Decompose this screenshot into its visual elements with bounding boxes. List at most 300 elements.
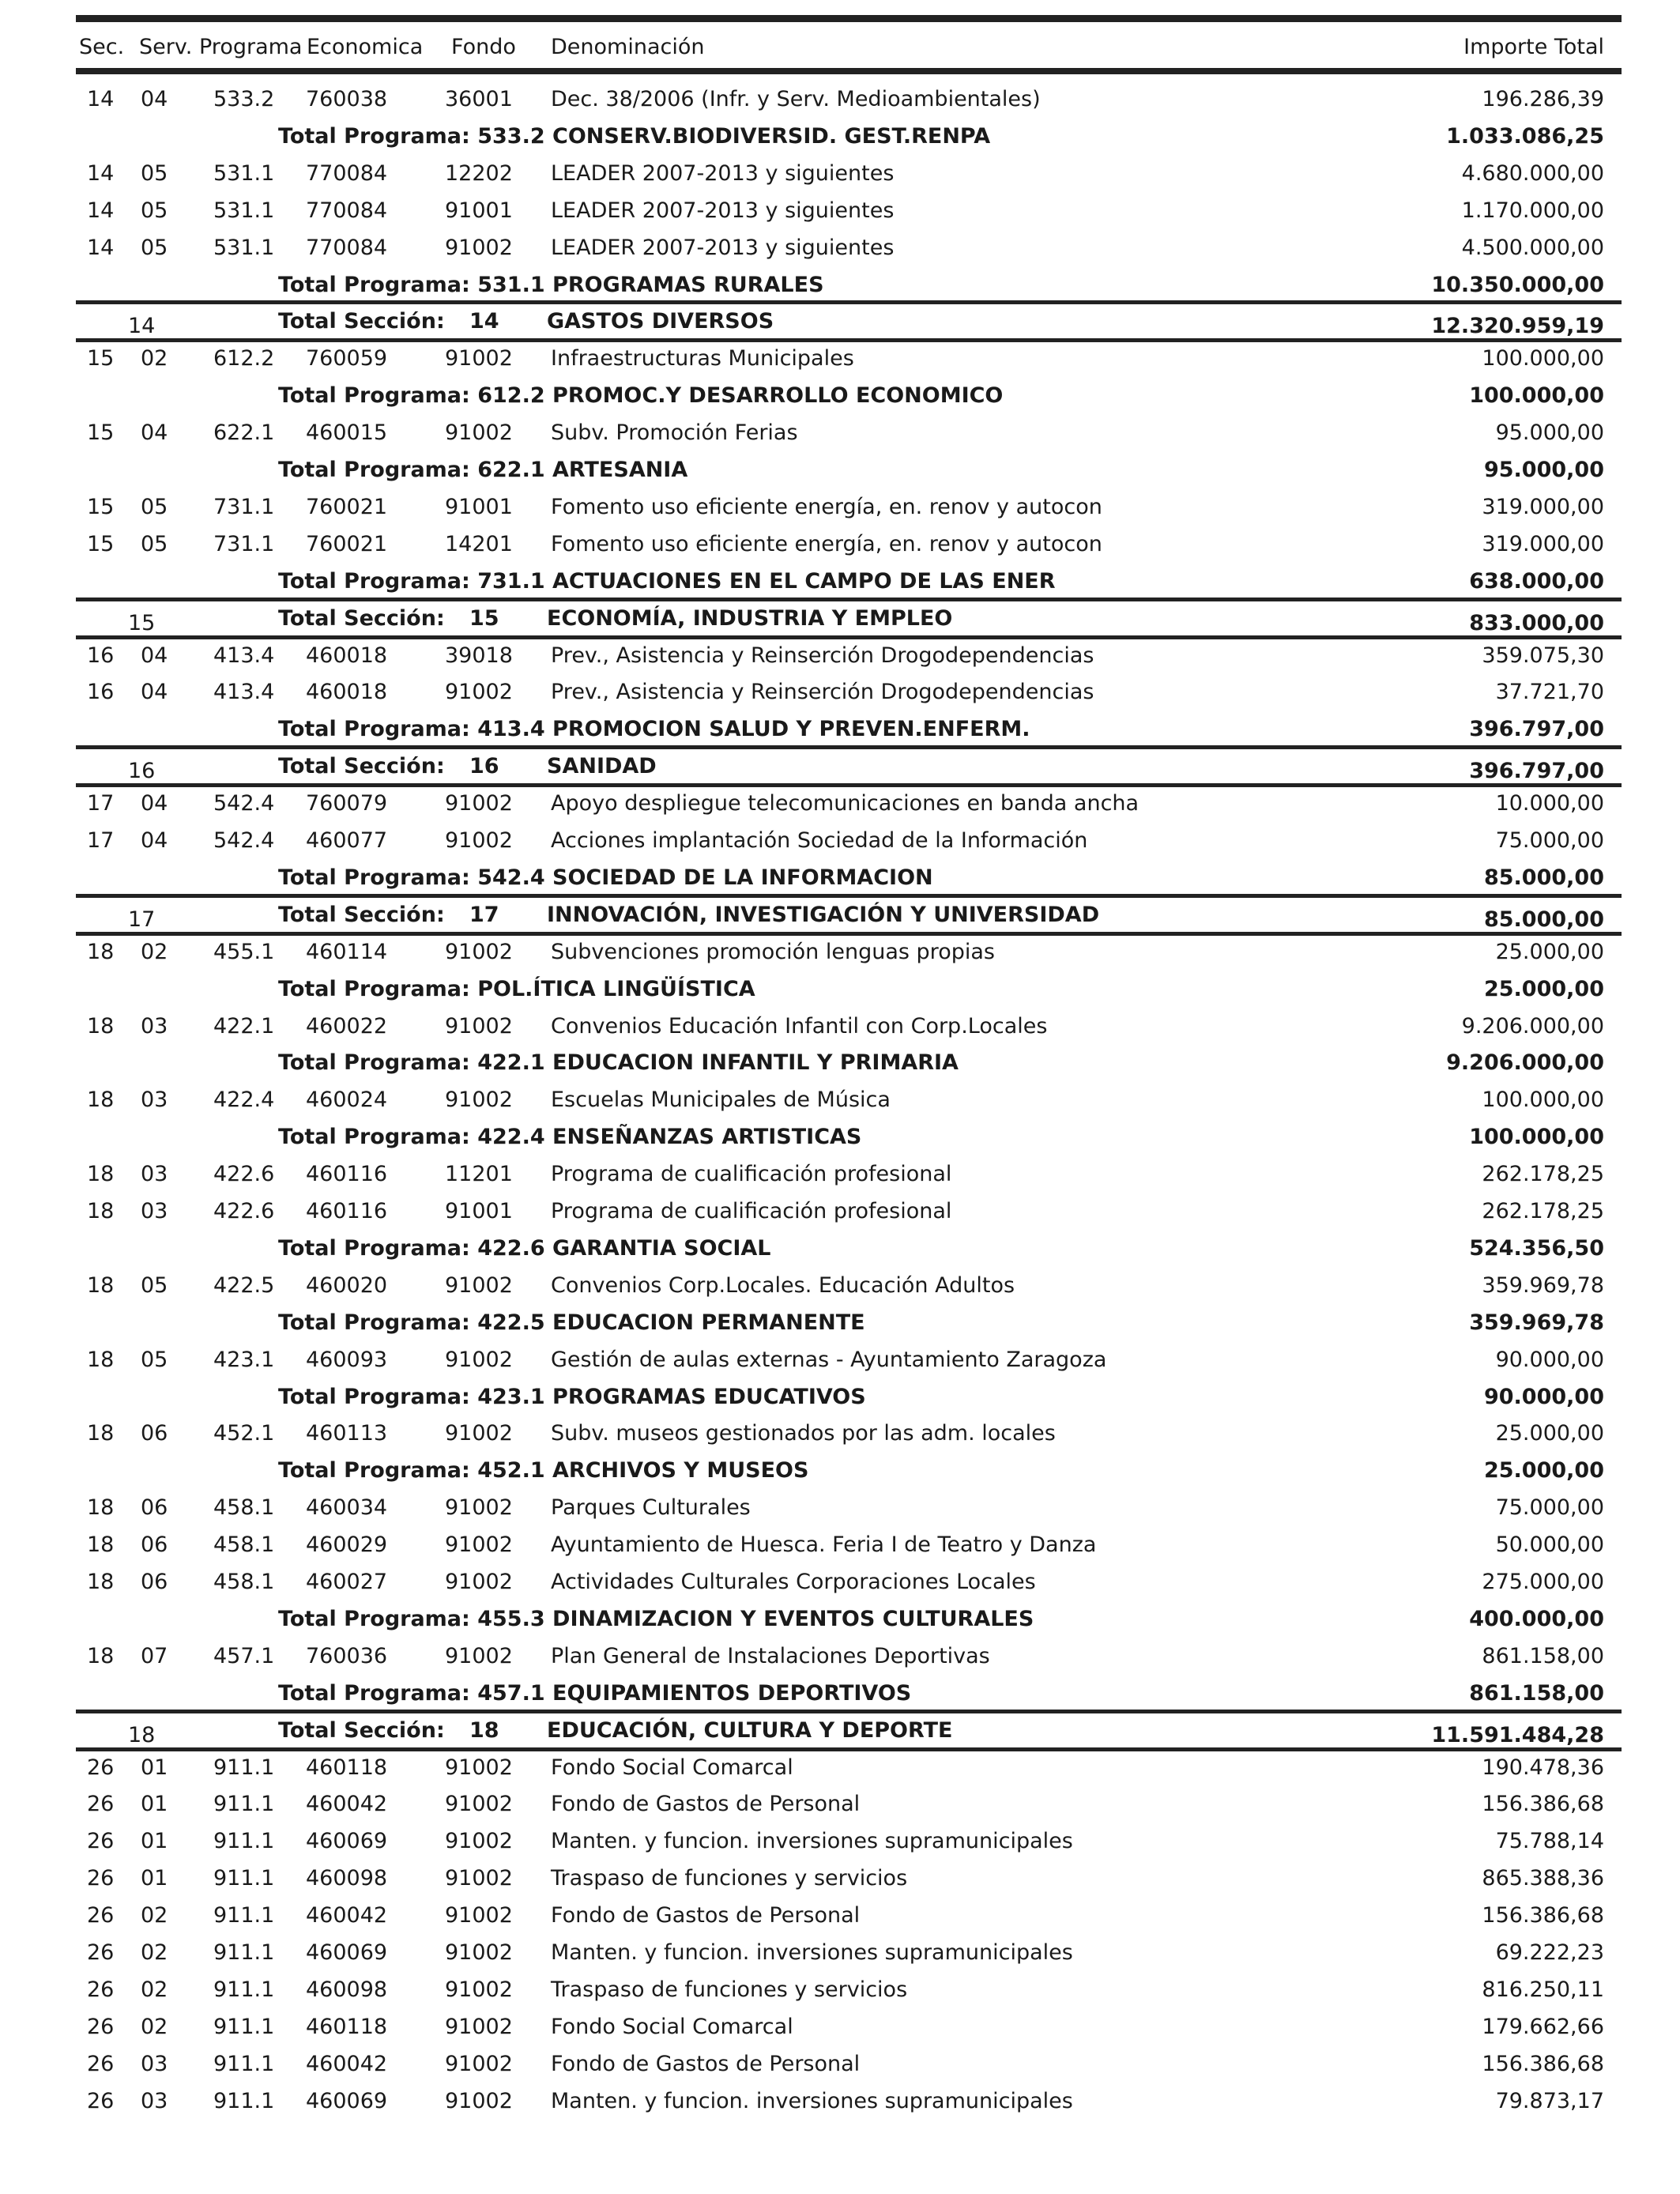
cell-importe: 25.000,00 xyxy=(1495,939,1604,964)
program-total-amount: 861.158,00 xyxy=(1469,1680,1604,1706)
cell-importe: 865.388,36 xyxy=(1482,1866,1604,1891)
program-total-label: Total Programa: 612.2 PROMOC.Y DESARROLLO ECONOMICO xyxy=(278,383,1004,409)
cell-economica: 460042 xyxy=(306,1903,388,1928)
cell-economica: 460116 xyxy=(306,1199,388,1223)
cell-serv: 04 xyxy=(141,643,168,668)
program-total-amount: 638.000,00 xyxy=(1469,568,1604,594)
program-total-amount: 359.969,78 xyxy=(1469,1310,1604,1335)
program-total-row xyxy=(0,971,1680,1008)
cell-denominacion: Fondo Social Comarcal xyxy=(551,2014,793,2039)
cell-programa: 542.4 xyxy=(213,828,275,853)
cell-sec: 18 xyxy=(87,1013,115,1039)
cell-importe: 179.662,66 xyxy=(1482,2014,1604,2039)
cell-importe: 100.000,00 xyxy=(1482,346,1604,371)
cell-sec: 18 xyxy=(87,1421,115,1446)
top-rule xyxy=(76,15,1622,22)
cell-sec: 16 xyxy=(87,643,115,668)
cell-serv: 07 xyxy=(141,1643,168,1668)
cell-denominacion: Fondo de Gastos de Personal xyxy=(551,2051,861,2076)
cell-programa: 458.1 xyxy=(213,1570,275,1594)
header-programa: Programa xyxy=(199,35,303,59)
cell-sec: 26 xyxy=(87,1977,115,2002)
cell-programa: 731.1 xyxy=(213,531,275,556)
cell-fondo: 91002 xyxy=(445,828,513,853)
cell-serv: 03 xyxy=(141,1199,168,1223)
cell-programa: 911.1 xyxy=(213,1755,275,1780)
cell-sec: 18 xyxy=(87,1347,115,1372)
table-row xyxy=(0,1489,1680,1526)
cell-sec: 26 xyxy=(87,2051,115,2076)
cell-serv: 03 xyxy=(141,1013,168,1039)
cell-denominacion: Convenios Educación Infantil con Corp.Locales xyxy=(551,1013,1048,1039)
cell-fondo: 91002 xyxy=(445,1755,513,1780)
cell-sec: 14 xyxy=(87,198,115,223)
table-row xyxy=(0,1008,1680,1045)
cell-economica: 460027 xyxy=(306,1570,388,1594)
cell-serv: 06 xyxy=(141,1532,168,1558)
program-total-label: Total Programa: 423.1 PROGRAMAS EDUCATIVOS xyxy=(278,1384,866,1409)
cell-sec: 14 xyxy=(87,235,115,260)
cell-programa: 423.1 xyxy=(213,1347,275,1372)
program-total-amount: 1.033.086,25 xyxy=(1446,123,1604,149)
cell-sec: 18 xyxy=(87,1495,115,1521)
cell-denominacion: LEADER 2007-2013 y siguientes xyxy=(551,235,895,260)
cell-serv: 05 xyxy=(141,1347,168,1372)
cell-denominacion: Acciones implantación Sociedad de la Información xyxy=(551,828,1088,853)
cell-fondo: 14201 xyxy=(445,531,513,556)
cell-denominacion: Subvenciones promoción lenguas propias xyxy=(551,939,995,964)
cell-fondo: 91002 xyxy=(445,1421,513,1446)
cell-denominacion: Fomento uso eficiente energía, en. renov y autocon xyxy=(551,531,1102,556)
cell-importe: 196.286,39 xyxy=(1482,87,1604,111)
cell-importe: 262.178,25 xyxy=(1482,1162,1604,1187)
cell-fondo: 91002 xyxy=(445,1495,513,1521)
program-total-label: Total Programa: 531.1 PROGRAMAS RURALES xyxy=(278,272,824,297)
section-total-label: Total Sección: xyxy=(278,1717,445,1743)
section-total-label: Total Sección: xyxy=(278,902,445,927)
cell-sec: 18 xyxy=(87,1643,115,1668)
cell-fondo: 91002 xyxy=(445,1347,513,1372)
cell-importe: 190.478,36 xyxy=(1482,1755,1604,1780)
cell-programa: 531.1 xyxy=(213,198,275,223)
table-row xyxy=(0,785,1680,822)
cell-importe: 359.075,30 xyxy=(1482,643,1604,668)
cell-economica: 770084 xyxy=(306,235,388,260)
program-total-label: Total Programa: 542.4 SOCIEDAD DE LA INFORMACION xyxy=(278,865,933,890)
header-fondo: Fondo xyxy=(451,35,516,59)
section-number: 17 xyxy=(128,907,156,932)
cell-economica: 460018 xyxy=(306,643,388,668)
cell-programa: 458.1 xyxy=(213,1532,275,1558)
cell-serv: 02 xyxy=(141,1903,168,1928)
cell-denominacion: Programa de cualificación profesional xyxy=(551,1162,952,1187)
cell-denominacion: Fondo Social Comarcal xyxy=(551,1755,793,1780)
table-row xyxy=(0,414,1680,451)
program-total-row xyxy=(0,1044,1680,1081)
cell-sec: 26 xyxy=(87,1829,115,1854)
cell-sec: 26 xyxy=(87,1755,115,1780)
cell-serv: 02 xyxy=(141,1940,168,1965)
section-name: GASTOS DIVERSOS xyxy=(547,309,774,334)
cell-importe: 156.386,68 xyxy=(1482,1903,1604,1928)
cell-denominacion: Ayuntamiento de Huesca. Feria I de Teatro y Danza xyxy=(551,1532,1097,1558)
cell-serv: 02 xyxy=(141,346,168,371)
table-row xyxy=(0,2083,1680,2120)
cell-programa: 452.1 xyxy=(213,1421,275,1446)
cell-serv: 02 xyxy=(141,1977,168,2002)
cell-economica: 760021 xyxy=(306,494,388,519)
cell-importe: 156.386,68 xyxy=(1482,1792,1604,1817)
cell-denominacion: Gestión de aulas externas - Ayuntamiento Zaragoza xyxy=(551,1347,1107,1372)
table-row xyxy=(0,526,1680,563)
cell-sec: 18 xyxy=(87,1199,115,1223)
cell-importe: 4.500.000,00 xyxy=(1461,235,1604,260)
cell-sec: 26 xyxy=(87,2014,115,2039)
program-total-amount: 400.000,00 xyxy=(1469,1606,1604,1631)
section-total-amount: 396.797,00 xyxy=(1469,759,1604,784)
cell-importe: 95.000,00 xyxy=(1495,420,1604,446)
cell-sec: 14 xyxy=(87,87,115,111)
section-total-label: Total Sección: xyxy=(278,754,445,779)
header-importe: Importe Total xyxy=(1463,35,1604,59)
cell-programa: 422.5 xyxy=(213,1272,275,1298)
cell-denominacion: Subv. Promoción Ferias xyxy=(551,420,798,446)
program-total-label: Total Programa: 455.3 DINAMIZACION Y EVENTOS CULTURALES xyxy=(278,1606,1034,1631)
section-name: SANIDAD xyxy=(547,754,657,779)
cell-economica: 460018 xyxy=(306,680,388,705)
cell-programa: 911.1 xyxy=(213,1866,275,1891)
cell-sec: 18 xyxy=(87,1162,115,1187)
cell-denominacion: Dec. 38/2006 (Infr. y Serv. Medioambientales) xyxy=(551,87,1041,111)
table-row xyxy=(0,1341,1680,1378)
section-name: EDUCACIÓN, CULTURA Y DEPORTE xyxy=(547,1717,953,1743)
section-total-label: Total Sección: xyxy=(278,309,445,334)
cell-denominacion: Infraestructuras Municipales xyxy=(551,346,854,371)
cell-fondo: 91002 xyxy=(445,1866,513,1891)
program-total-amount: 9.206.000,00 xyxy=(1446,1050,1604,1076)
cell-programa: 911.1 xyxy=(213,1977,275,2002)
table-row xyxy=(0,1193,1680,1230)
cell-sec: 15 xyxy=(87,420,115,446)
program-total-label: Total Programa: POL.ÍTICA LINGÜÍSTICA xyxy=(278,976,755,1001)
cell-sec: 17 xyxy=(87,791,115,816)
cell-serv: 04 xyxy=(141,87,168,111)
table-row xyxy=(0,1860,1680,1897)
cell-programa: 542.4 xyxy=(213,791,275,816)
cell-sec: 18 xyxy=(87,1088,115,1113)
cell-denominacion: Subv. museos gestionados por las adm. locales xyxy=(551,1421,1056,1446)
section-total-row xyxy=(0,303,1680,340)
cell-economica: 460118 xyxy=(306,1755,388,1780)
section-rule-top xyxy=(76,745,1622,749)
cell-denominacion: Prev., Asistencia y Reinserción Drogodependencias xyxy=(551,680,1094,705)
program-total-row xyxy=(0,266,1680,303)
cell-denominacion: Traspaso de funciones y servicios xyxy=(551,1866,908,1891)
cell-denominacion: Plan General de Instalaciones Deportivas xyxy=(551,1643,990,1668)
cell-denominacion: Manten. y funcion. inversiones supramunicipales xyxy=(551,2088,1073,2113)
cell-fondo: 91002 xyxy=(445,1903,513,1928)
cell-fondo: 91002 xyxy=(445,1088,513,1113)
cell-denominacion: Fomento uso eficiente energía, en. renov y autocon xyxy=(551,494,1102,519)
cell-economica: 760059 xyxy=(306,346,388,371)
cell-importe: 75.000,00 xyxy=(1495,828,1604,853)
program-total-label: Total Programa: 422.4 ENSEÑANZAS ARTISTICAS xyxy=(278,1125,862,1150)
table-row xyxy=(0,1415,1680,1452)
section-number: 16 xyxy=(128,759,156,784)
cell-economica: 460042 xyxy=(306,1792,388,1817)
section-name: ECONOMÍA, INDUSTRIA Y EMPLEO xyxy=(547,605,953,631)
cell-programa: 911.1 xyxy=(213,1829,275,1854)
cell-serv: 02 xyxy=(141,2014,168,2039)
section-total-amount: 11.591.484,28 xyxy=(1431,1722,1604,1747)
cell-programa: 911.1 xyxy=(213,1903,275,1928)
section-total-row xyxy=(0,600,1680,637)
cell-denominacion: Manten. y funcion. inversiones supramunicipales xyxy=(551,1940,1073,1965)
cell-importe: 100.000,00 xyxy=(1482,1088,1604,1113)
cell-importe: 90.000,00 xyxy=(1495,1347,1604,1372)
section-name: INNOVACIÓN, INVESTIGACIÓN Y UNIVERSIDAD xyxy=(547,902,1100,927)
program-total-amount: 524.356,50 xyxy=(1469,1235,1604,1261)
cell-importe: 75.788,14 xyxy=(1495,1829,1604,1854)
program-total-row xyxy=(0,1378,1680,1416)
cell-importe: 4.680.000,00 xyxy=(1461,160,1604,186)
cell-sec: 16 xyxy=(87,680,115,705)
table-row xyxy=(0,822,1680,859)
cell-denominacion: Manten. y funcion. inversiones supramunicipales xyxy=(551,1829,1073,1854)
program-total-row xyxy=(0,1600,1680,1638)
cell-importe: 319.000,00 xyxy=(1482,531,1604,556)
cell-fondo: 91001 xyxy=(445,198,513,223)
cell-economica: 460077 xyxy=(306,828,388,853)
cell-fondo: 36001 xyxy=(445,87,513,111)
cell-economica: 460069 xyxy=(306,2088,388,2113)
program-total-label: Total Programa: 422.5 EDUCACION PERMANENTE xyxy=(278,1310,865,1335)
program-total-amount: 90.000,00 xyxy=(1483,1384,1604,1409)
cell-serv: 04 xyxy=(141,420,168,446)
cell-sec: 18 xyxy=(87,1532,115,1558)
cell-programa: 422.1 xyxy=(213,1013,275,1039)
cell-economica: 760038 xyxy=(306,87,388,111)
cell-serv: 02 xyxy=(141,939,168,964)
cell-sec: 17 xyxy=(87,828,115,853)
section-total-row xyxy=(0,748,1680,785)
cell-programa: 911.1 xyxy=(213,2051,275,2076)
cell-importe: 816.250,11 xyxy=(1482,1977,1604,2002)
cell-serv: 03 xyxy=(141,1162,168,1187)
cell-denominacion: Parques Culturales xyxy=(551,1495,751,1521)
cell-fondo: 91002 xyxy=(445,791,513,816)
table-row xyxy=(0,637,1680,674)
cell-economica: 460015 xyxy=(306,420,388,446)
cell-importe: 10.000,00 xyxy=(1495,791,1604,816)
cell-economica: 460116 xyxy=(306,1162,388,1187)
section-number: 15 xyxy=(128,610,156,635)
cell-fondo: 91002 xyxy=(445,1013,513,1039)
cell-fondo: 91002 xyxy=(445,1570,513,1594)
section-rule-top xyxy=(76,1710,1622,1713)
cell-fondo: 91002 xyxy=(445,939,513,964)
table-row xyxy=(0,229,1680,266)
cell-serv: 01 xyxy=(141,1792,168,1817)
program-total-row xyxy=(0,118,1680,155)
cell-fondo: 91002 xyxy=(445,1272,513,1298)
table-row xyxy=(0,1785,1680,1823)
cell-fondo: 39018 xyxy=(445,643,513,668)
cell-serv: 03 xyxy=(141,1088,168,1113)
cell-programa: 455.1 xyxy=(213,939,275,964)
cell-serv: 05 xyxy=(141,1272,168,1298)
cell-serv: 05 xyxy=(141,160,168,186)
cell-importe: 50.000,00 xyxy=(1495,1532,1604,1558)
cell-denominacion: LEADER 2007-2013 y siguientes xyxy=(551,160,895,186)
cell-economica: 460069 xyxy=(306,1940,388,1965)
cell-economica: 460118 xyxy=(306,2014,388,2039)
cell-denominacion: Actividades Culturales Corporaciones Locales xyxy=(551,1570,1036,1594)
program-total-row xyxy=(0,1230,1680,1267)
program-total-label: Total Programa: 533.2 CONSERV.BIODIVERSID. GEST.RENPA xyxy=(278,123,991,149)
cell-programa: 533.2 xyxy=(213,87,275,111)
cell-programa: 911.1 xyxy=(213,2014,275,2039)
table-row xyxy=(0,340,1680,377)
cell-fondo: 91001 xyxy=(445,494,513,519)
cell-programa: 622.1 xyxy=(213,420,275,446)
program-total-row xyxy=(0,1675,1680,1712)
section-rule-top xyxy=(76,300,1622,304)
program-total-label: Total Programa: 452.1 ARCHIVOS Y MUSEOS xyxy=(278,1458,809,1483)
cell-sec: 18 xyxy=(87,1570,115,1594)
table-row xyxy=(0,2045,1680,2083)
table-row xyxy=(0,1526,1680,1563)
program-total-row xyxy=(0,1118,1680,1155)
section-code: 14 xyxy=(469,309,499,334)
cell-fondo: 91002 xyxy=(445,2051,513,2076)
program-total-amount: 25.000,00 xyxy=(1483,976,1604,1001)
cell-programa: 731.1 xyxy=(213,494,275,519)
cell-economica: 460098 xyxy=(306,1866,388,1891)
program-total-amount: 396.797,00 xyxy=(1469,717,1604,742)
cell-sec: 15 xyxy=(87,494,115,519)
cell-economica: 460034 xyxy=(306,1495,388,1521)
cell-programa: 413.4 xyxy=(213,680,275,705)
cell-programa: 422.6 xyxy=(213,1162,275,1187)
cell-serv: 06 xyxy=(141,1421,168,1446)
program-total-label: Total Programa: 422.1 EDUCACION INFANTIL Y PRIMARIA xyxy=(278,1050,959,1076)
section-total-row xyxy=(0,1712,1680,1749)
cell-serv: 04 xyxy=(141,680,168,705)
header-economica: Economica xyxy=(307,35,424,59)
cell-serv: 01 xyxy=(141,1829,168,1854)
cell-fondo: 91002 xyxy=(445,1792,513,1817)
cell-serv: 05 xyxy=(141,198,168,223)
cell-serv: 05 xyxy=(141,235,168,260)
cell-programa: 612.2 xyxy=(213,346,275,371)
cell-sec: 26 xyxy=(87,1792,115,1817)
cell-serv: 04 xyxy=(141,791,168,816)
cell-economica: 460113 xyxy=(306,1421,388,1446)
cell-sec: 18 xyxy=(87,939,115,964)
cell-economica: 460042 xyxy=(306,2051,388,2076)
cell-importe: 1.170.000,00 xyxy=(1461,198,1604,223)
cell-importe: 319.000,00 xyxy=(1482,494,1604,519)
cell-importe: 275.000,00 xyxy=(1482,1570,1604,1594)
cell-programa: 422.6 xyxy=(213,1199,275,1223)
cell-economica: 760036 xyxy=(306,1643,388,1668)
cell-serv: 05 xyxy=(141,531,168,556)
header-sec: Sec. xyxy=(79,35,125,59)
cell-serv: 01 xyxy=(141,1755,168,1780)
cell-economica: 460024 xyxy=(306,1088,388,1113)
program-total-label: Total Programa: 622.1 ARTESANIA xyxy=(278,458,688,482)
cell-economica: 460093 xyxy=(306,1347,388,1372)
cell-sec: 26 xyxy=(87,1866,115,1891)
table-row xyxy=(0,192,1680,229)
program-total-amount: 95.000,00 xyxy=(1483,458,1604,482)
table-row xyxy=(0,1823,1680,1860)
table-row xyxy=(0,488,1680,526)
cell-economica: 460029 xyxy=(306,1532,388,1558)
program-total-amount: 10.350.000,00 xyxy=(1431,272,1604,297)
cell-importe: 69.222,23 xyxy=(1495,1940,1604,1965)
cell-fondo: 91002 xyxy=(445,420,513,446)
section-code: 15 xyxy=(469,605,499,631)
cell-importe: 75.000,00 xyxy=(1495,1495,1604,1521)
cell-fondo: 91002 xyxy=(445,2014,513,2039)
table-row xyxy=(0,933,1680,971)
cell-serv: 03 xyxy=(141,2088,168,2113)
section-rule-top xyxy=(76,598,1622,601)
cell-serv: 01 xyxy=(141,1866,168,1891)
cell-programa: 422.4 xyxy=(213,1088,275,1113)
section-total-amount: 12.320.959,19 xyxy=(1431,314,1604,339)
program-total-label: Total Programa: 457.1 EQUIPAMIENTOS DEPORTIVOS xyxy=(278,1680,912,1706)
table-row xyxy=(0,1897,1680,1934)
program-total-amount: 25.000,00 xyxy=(1483,1458,1604,1483)
program-total-row xyxy=(0,563,1680,600)
program-total-row xyxy=(0,451,1680,488)
cell-importe: 861.158,00 xyxy=(1482,1643,1604,1668)
table-row xyxy=(0,1638,1680,1675)
program-total-label: Total Programa: 422.6 GARANTIA SOCIAL xyxy=(278,1235,771,1261)
cell-programa: 531.1 xyxy=(213,160,275,186)
cell-sec: 14 xyxy=(87,160,115,186)
cell-denominacion: Prev., Asistencia y Reinserción Drogodependencias xyxy=(551,643,1094,668)
program-total-row xyxy=(0,377,1680,414)
program-total-amount: 85.000,00 xyxy=(1483,865,1604,890)
cell-serv: 06 xyxy=(141,1570,168,1594)
cell-importe: 156.386,68 xyxy=(1482,2051,1604,2076)
table-row xyxy=(0,1749,1680,1786)
cell-economica: 460022 xyxy=(306,1013,388,1039)
cell-fondo: 91002 xyxy=(445,1532,513,1558)
cell-denominacion: Traspaso de funciones y servicios xyxy=(551,1977,908,2002)
program-total-amount: 100.000,00 xyxy=(1469,1125,1604,1150)
table-row xyxy=(0,1267,1680,1304)
cell-programa: 911.1 xyxy=(213,1940,275,1965)
cell-serv: 05 xyxy=(141,494,168,519)
cell-fondo: 91001 xyxy=(445,1199,513,1223)
cell-sec: 26 xyxy=(87,1940,115,1965)
cell-economica: 460098 xyxy=(306,1977,388,2002)
section-code: 17 xyxy=(469,902,499,927)
cell-economica: 760021 xyxy=(306,531,388,556)
cell-economica: 770084 xyxy=(306,198,388,223)
section-total-label: Total Sección: xyxy=(278,605,445,631)
cell-fondo: 11201 xyxy=(445,1162,513,1187)
cell-fondo: 91002 xyxy=(445,235,513,260)
table-row xyxy=(0,673,1680,711)
cell-importe: 262.178,25 xyxy=(1482,1199,1604,1223)
cell-serv: 03 xyxy=(141,2051,168,2076)
